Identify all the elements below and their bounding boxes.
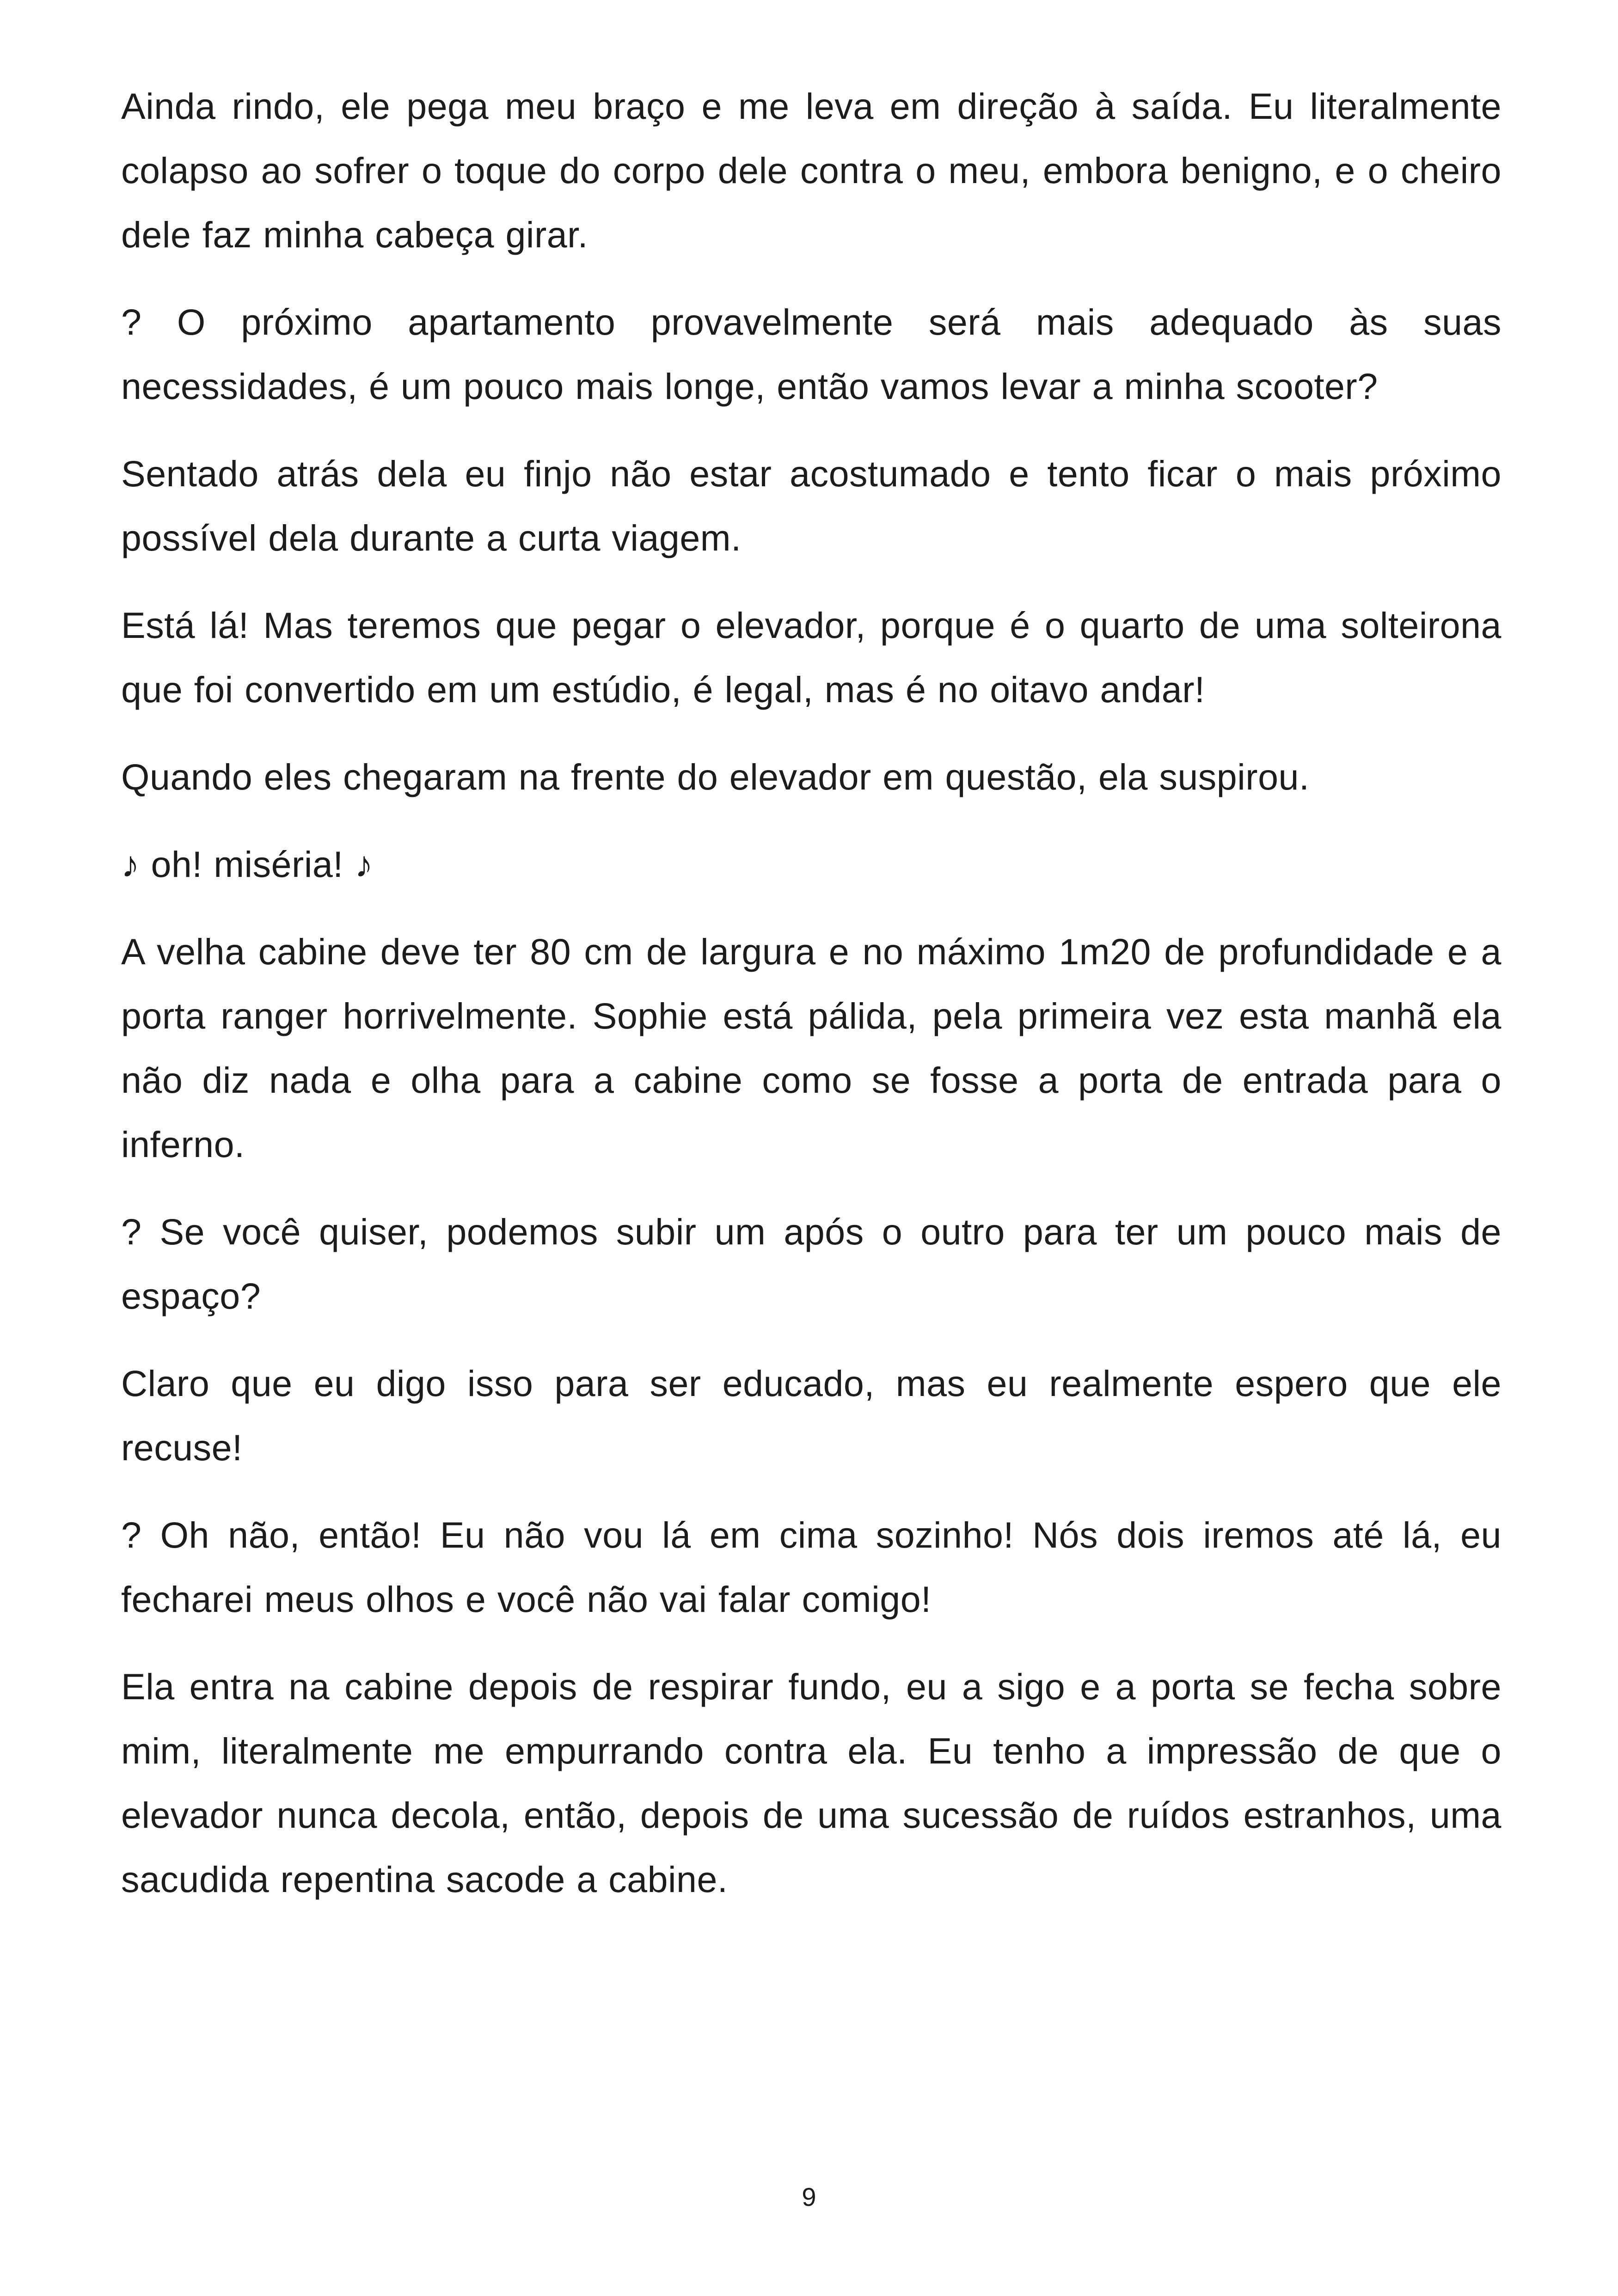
paragraph: Quando eles chegaram na frente do elevador em questão, ela suspirou. [121,756,1310,797]
paragraph: Ainda rindo, ele pega meu braço e me leva em direção à saída. Eu literalmente colapso ao sofrer o toque do corpo dele contra o meu, embora benigno, e o cheiro dele faz minha cabeça girar. [121,86,1502,255]
paragraph: A velha cabine deve ter 80 cm de largura e no máximo 1m20 de profundidade e a porta ranger horrivelmente. Sophie está pálida, pela primeira vez esta manhã ela não diz nada e olha para a cabine como se fosse a porta de entrada para o inferno. [121,931,1502,1165]
paragraph: Ela entra na cabine depois de respirar fundo, eu a sigo e a porta se fecha sobre mim, literalmente me empurrando contra ela. Eu tenho a impressão de que o elevador nunca decola, então, depois de uma sucessão de ruídos estranhos, uma sacudida repentina sacode a cabine. [121,1666,1502,1900]
page-body [121,74,1502,1935]
paragraph: ? Se você quiser, podemos subir um após o outro para ter um pouco mais de espaço? [121,1211,1502,1316]
page-number: 9 [802,2182,816,2211]
paragraph: Claro que eu digo isso para ser educado, mas eu realmente espero que ele recuse! [121,1363,1502,1468]
paragraph: ? Oh não, então! Eu não vou lá em cima sozinho! Nós dois iremos até lá, eu fecharei meus olhos e você não vai falar comigo! [121,1514,1502,1620]
paragraph: ? O próximo apartamento provavelmente será mais adequado às suas necessidades, é um pouco mais longe, então vamos levar a minha scooter? [121,301,1502,407]
paragraph: ♪ oh! miséria! ♪ [121,844,374,885]
paragraph: Sentado atrás dela eu finjo não estar acostumado e tento ficar o mais próximo possível dela durante a curta viagem. [121,453,1502,558]
paragraph: Está lá! Mas teremos que pegar o elevador, porque é o quarto de uma solteirona que foi convertido em um estúdio, é legal, mas é no oitavo andar! [121,605,1502,710]
